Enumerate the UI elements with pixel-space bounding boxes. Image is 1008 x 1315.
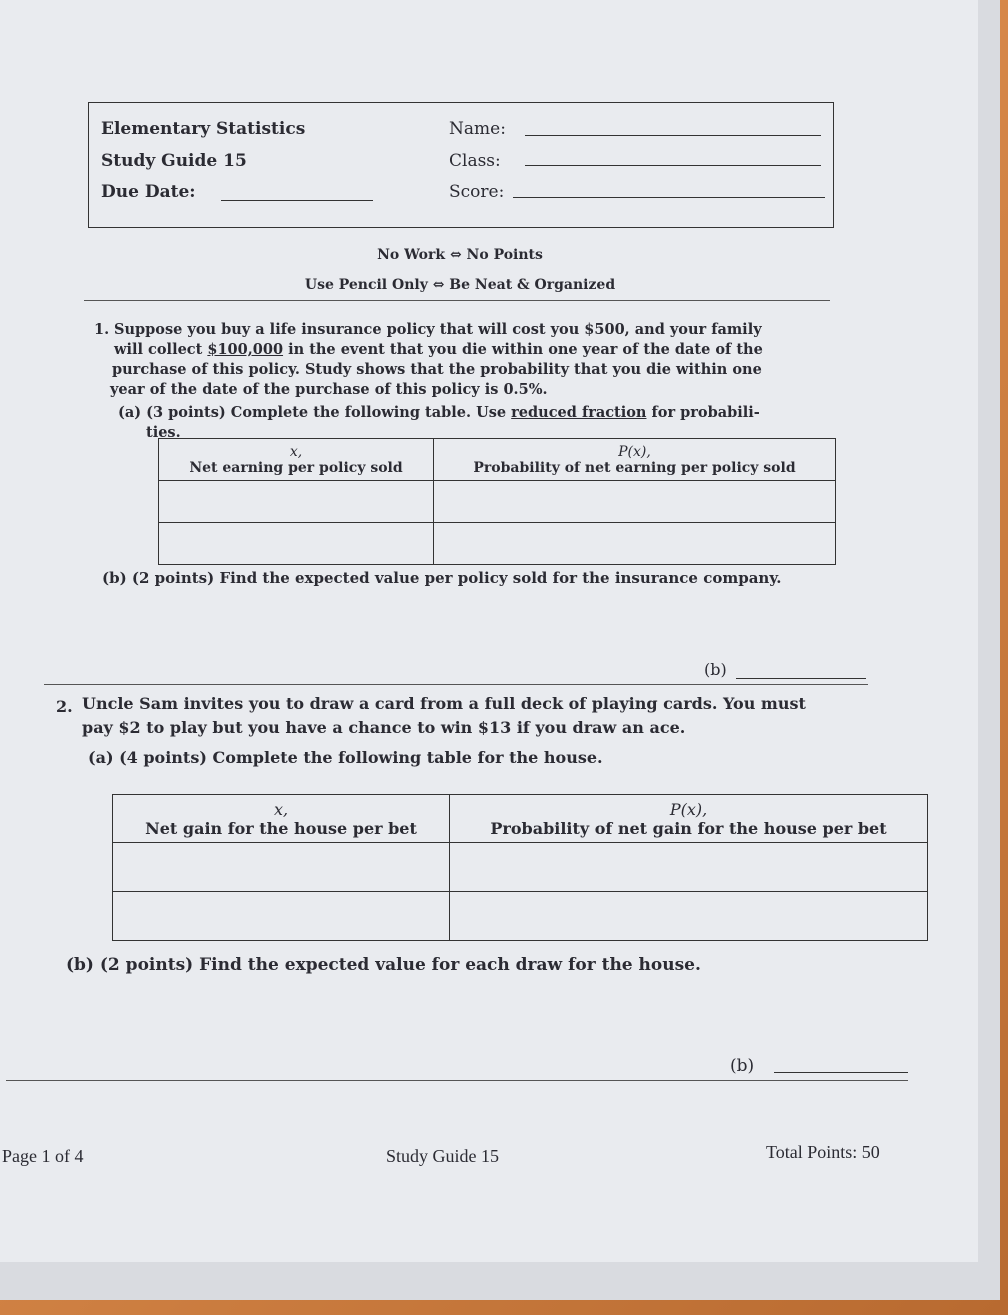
q1-col1-header: x, Net earning per policy sold [159, 439, 434, 481]
q2-answer-label: (b) [730, 1056, 755, 1076]
q1-col2-header: P(x), Probability of net earning per policy sold [434, 439, 836, 481]
divider [84, 300, 830, 301]
q2-cell-r1c1[interactable] [113, 843, 450, 892]
name-label: Name: [449, 119, 506, 139]
q1-part-a-cont: ties. [146, 424, 181, 441]
q1-cell-r2c2[interactable] [434, 523, 836, 565]
score-label: Score: [449, 182, 505, 202]
q2-col2-header: P(x), Probability of net gain for the house per bet [450, 795, 928, 843]
q1-amount: $100,000 [207, 341, 284, 358]
q1-answer-field[interactable] [736, 678, 866, 679]
q1-table [158, 438, 836, 565]
q2-part-b: (b) (2 points) Find the expected value for each draw for the house. [66, 955, 701, 975]
q1-number: 1. [94, 321, 110, 338]
divider [44, 684, 868, 685]
q2-table [112, 794, 928, 941]
q2-number: 2. [56, 697, 73, 716]
rule-line-2: Use Pencil Only ⇔ Be Neat & Organized [304, 277, 616, 293]
q2-cell-r2c2[interactable] [450, 892, 928, 941]
rule-line-1: No Work ⇔ No Points [377, 247, 543, 263]
page-number: Page 1 of 4 [2, 1146, 84, 1166]
header-box [88, 102, 834, 228]
q1-answer-label: (b) [704, 660, 727, 679]
guide-title: Study Guide 15 [101, 151, 247, 171]
due-date-label: Due Date: [101, 182, 196, 202]
q1-line-1: Suppose you buy a life insurance policy that will cost you $500, and your family [114, 321, 762, 338]
score-field[interactable] [513, 197, 825, 198]
q1-cell-r1c1[interactable] [159, 481, 434, 523]
q1-cell-r1c2[interactable] [434, 481, 836, 523]
class-label: Class: [449, 151, 501, 171]
q2-part-a: (a) (4 points) Complete the following table for the house. [88, 748, 603, 767]
q2-cell-r1c2[interactable] [450, 843, 928, 892]
q1-part-b: (b) (2 points) Find the expected value per policy sold for the insurance company. [102, 569, 782, 587]
q1-part-a: (a) (3 points) Complete the following table. Use reduced fraction for probabili- [118, 404, 760, 421]
q1-cell-r2c1[interactable] [159, 523, 434, 565]
due-date-field[interactable] [221, 200, 373, 201]
name-field[interactable] [525, 135, 821, 136]
divider [6, 1080, 908, 1081]
q2-answer-field[interactable] [774, 1072, 908, 1073]
q2-col1-header: x, Net gain for the house per bet [113, 795, 450, 843]
q1-line-4: year of the date of the purchase of this policy is 0.5%. [110, 381, 548, 398]
class-field[interactable] [525, 165, 821, 166]
q1-line-2: will collect $100,000 in the event that you die within one year of the date of the [114, 341, 763, 358]
q2-line-2: pay $2 to play but you have a chance to win $13 if you draw an ace. [82, 718, 686, 737]
total-points: Total Points: 50 [766, 1142, 880, 1162]
q2-cell-r2c1[interactable] [113, 892, 450, 941]
q1-line-3: purchase of this policy. Study shows that the probability that you die within one [112, 361, 762, 378]
footer-title: Study Guide 15 [386, 1146, 500, 1166]
course-title: Elementary Statistics [101, 119, 306, 139]
q2-line-1: Uncle Sam invites you to draw a card from a full deck of playing cards. You must [82, 694, 806, 713]
